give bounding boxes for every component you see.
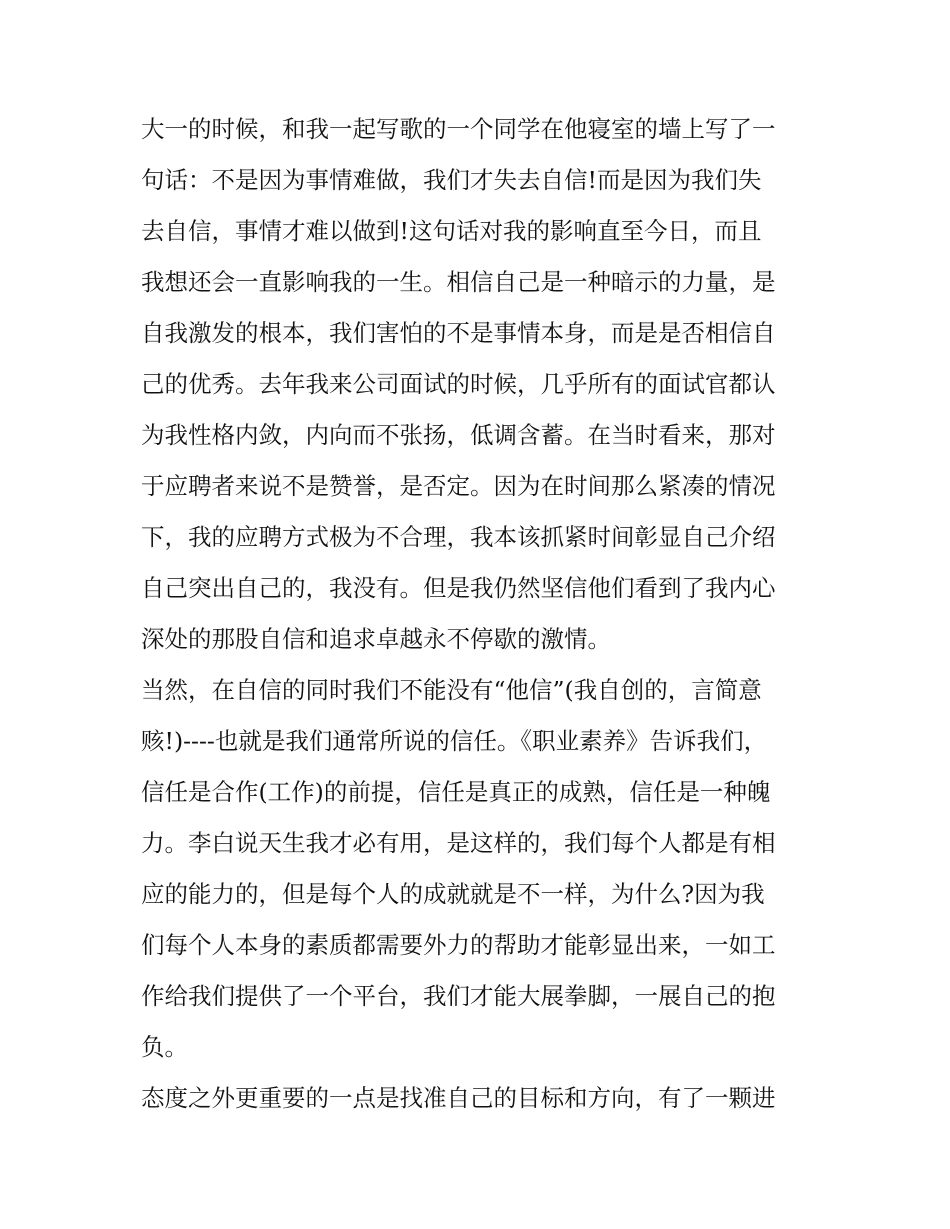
text-line: 自我激发的根本，我们害怕的不是事情本身，而是是否相信自 (141, 319, 776, 347)
text-line: 信任是合作(工作)的前提，信任是真正的成熟，信任是一种魄 (141, 778, 771, 806)
text-line: 去自信，事情才难以做到!这句话对我的影响直至今日，而且 (141, 217, 762, 245)
text-line: 我想还会一直影响我的一生。相信自己是一种暗示的力量，是 (141, 268, 776, 296)
paragraph-trust (141, 665, 813, 1073)
paragraph-confidence (141, 104, 813, 665)
text-line: 们每个人本身的素质都需要外力的帮助才能彰显出来，一如工 (141, 931, 776, 959)
text-line: 态度之外更重要的一点是找准自己的目标和方向，有了一颗进 (141, 1084, 776, 1112)
text-line: 为我性格内敛，内向而不张扬，低调含蓄。在当时看来，那对 (141, 421, 776, 449)
text-line: 于应聘者来说不是赞誉，是否定。因为在时间那么紧凑的情况 (141, 472, 776, 500)
document-body (141, 104, 813, 1124)
text-line: 赅!)----也就是我们通常所说的信任。《职业素养》告诉我们， (141, 727, 768, 755)
text-line: 下，我的应聘方式极为不合理，我本该抓紧时间彰显自己介绍 (141, 523, 776, 551)
text-line: 句话：不是因为事情难做，我们才失去自信!而是因为我们失 (141, 166, 762, 194)
text-line: 当然，在自信的同时我们不能没有“他信”(我自创的，言简意 (141, 676, 762, 704)
text-line: 负。 (141, 1033, 188, 1061)
text-line: 力。李白说天生我才必有用，是这样的，我们每个人都是有相 (141, 829, 776, 857)
text-line: 作给我们提供了一个平台，我们才能大展拳脚，一展自己的抱 (141, 982, 776, 1010)
text-line: 应的能力的，但是每个人的成就就是不一样，为什么?因为我 (141, 880, 765, 908)
text-line: 深处的那股自信和追求卓越永不停歇的激情。 (141, 625, 611, 653)
paragraph-goals (141, 1073, 813, 1124)
text-line: 大一的时候，和我一起写歌的一个同学在他寝室的墙上写了一 (141, 115, 776, 143)
text-line: 自己突出自己的，我没有。但是我仍然坚信他们看到了我内心 (141, 574, 776, 602)
text-line: 己的优秀。去年我来公司面试的时候，几乎所有的面试官都认 (141, 370, 776, 398)
